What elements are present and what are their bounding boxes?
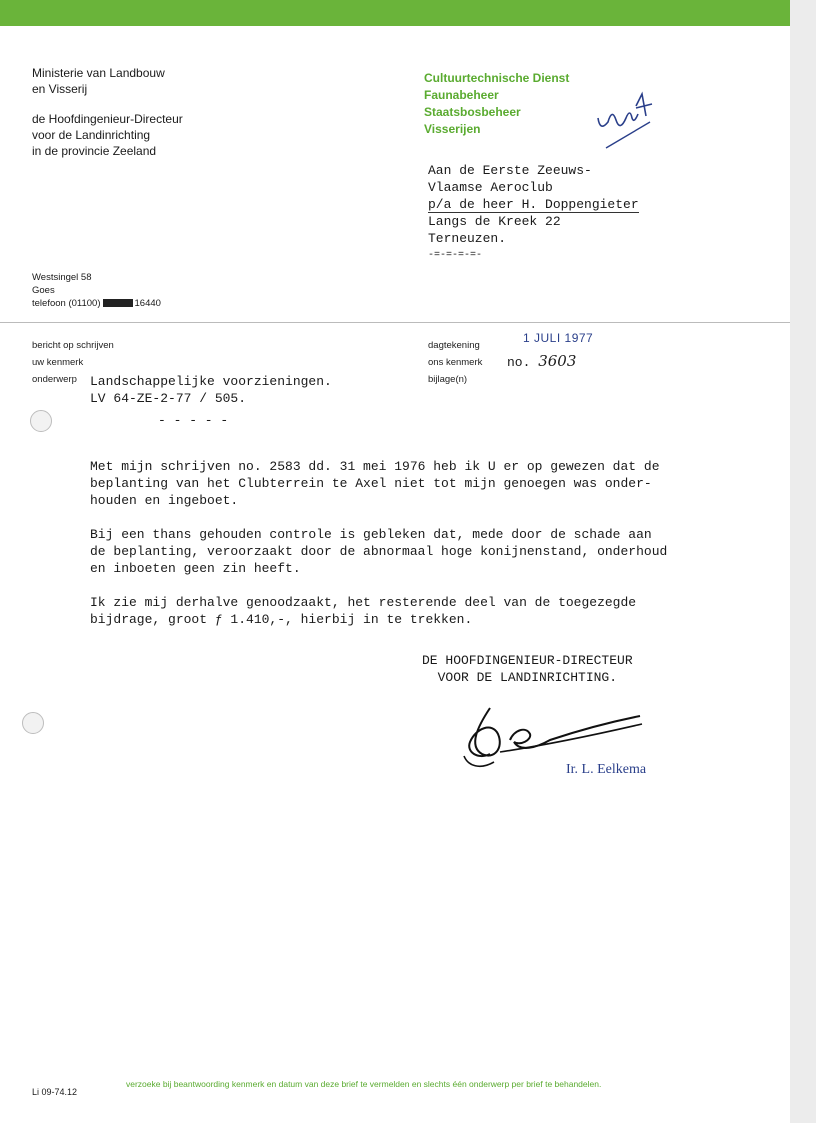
sender-street: Westsingel 58 — [32, 272, 92, 283]
addressee-line: Aan de Eerste Zeeuws- — [428, 163, 592, 178]
punch-hole — [30, 410, 52, 432]
sender-city: Goes — [32, 285, 55, 296]
sender-office-line: voor de Landinrichting — [32, 128, 151, 142]
signer-name: Ir. L. Eelkema — [566, 762, 647, 777]
addressee-line: Langs de Kreek 22 — [428, 214, 561, 229]
handwritten-mark-icon — [592, 86, 662, 156]
signature-title-line: DE HOOFDINGENIEUR-DIRECTEUR — [422, 653, 633, 668]
our-ref-number: 3603 — [538, 352, 577, 370]
form-code: Li 09-74.12 — [32, 1087, 78, 1097]
label-our-ref: ons kenmerk — [428, 357, 483, 368]
label-attachments: bijlage(n) — [428, 374, 468, 385]
punch-hole — [22, 712, 44, 734]
sender-address — [32, 271, 161, 310]
letter-body — [90, 458, 750, 645]
signature-title — [422, 652, 633, 686]
label-subject: onderwerp — [32, 374, 77, 385]
sender-ministry-line: en Visserij — [32, 82, 88, 96]
redaction-mark — [103, 299, 133, 307]
body-paragraph: Ik zie mij derhalve genoodzaakt, het resterende deel van de toegezegde bijdrage, groot ƒ 1.410,-, hierbij in te trekken. — [90, 595, 637, 627]
service-item: Cultuurtechnische Dienst — [424, 71, 570, 85]
addressee-separator: -=-=-=-=- — [428, 250, 483, 261]
signature-title-line: VOOR DE LANDINRICHTING. — [422, 670, 618, 685]
subject-separator: - - - - - — [158, 413, 229, 428]
label-reply-to: bericht op schrijven — [32, 340, 114, 351]
sender-ministry — [32, 65, 165, 97]
addressee-line: Terneuzen. — [428, 231, 507, 246]
addressee-line: Vlaamse Aeroclub — [428, 180, 553, 195]
sender-office-line: de Hoofdingenieur-Directeur — [32, 112, 183, 126]
service-item: Visserijen — [424, 122, 481, 136]
letterhead-green-band — [0, 0, 790, 26]
subject-block — [90, 373, 332, 407]
sender-ministry-line: Ministerie van Landbouw — [32, 66, 165, 80]
phone-prefix: telefoon (01100) — [32, 298, 101, 309]
addressee-block — [428, 162, 639, 264]
subject-line: Landschappelijke voorzieningen. — [90, 374, 332, 389]
fold-line — [0, 322, 790, 323]
date-stamp: 1 JULI 1977 — [523, 331, 594, 345]
service-item: Staatsbosbeheer — [424, 105, 521, 119]
services-list — [424, 70, 569, 138]
page-edge — [790, 0, 816, 1123]
footer-note: verzoeke bij beantwoording kenmerk en datum van deze brief te vermelden en slechts één onderwerp per brief te behandelen. — [126, 1079, 602, 1089]
sender-office-line: in de provincie Zeeland — [32, 144, 157, 158]
our-ref-prefix: no. — [507, 355, 531, 370]
body-paragraph: Met mijn schrijven no. 2583 dd. 31 mei 1976 heb ik U er op gewezen dat de beplanting van het Clubterrein te Axel niet tot mijn genoegen was onder- houden en ingeboet. — [90, 459, 660, 508]
sender-office — [32, 111, 183, 159]
label-date: dagtekening — [428, 340, 480, 351]
phone-suffix: 16440 — [134, 298, 161, 309]
service-item: Faunabeheer — [424, 88, 499, 102]
body-paragraph: Bij een thans gehouden controle is gebleken dat, mede door de schade aan de beplanting, veroorzaakt door de abnormaal hoge konijnenstand, onderhoud en inboeten geen zin heeft. — [90, 527, 668, 576]
sender-phone — [32, 297, 161, 310]
label-your-ref: uw kenmerk — [32, 357, 84, 368]
addressee-contact: p/a de heer H. Doppengieter — [428, 197, 639, 212]
our-reference — [507, 352, 576, 370]
subject-line: LV 64-ZE-2-77 / 505. — [90, 391, 247, 406]
addressee-line — [428, 196, 639, 213]
